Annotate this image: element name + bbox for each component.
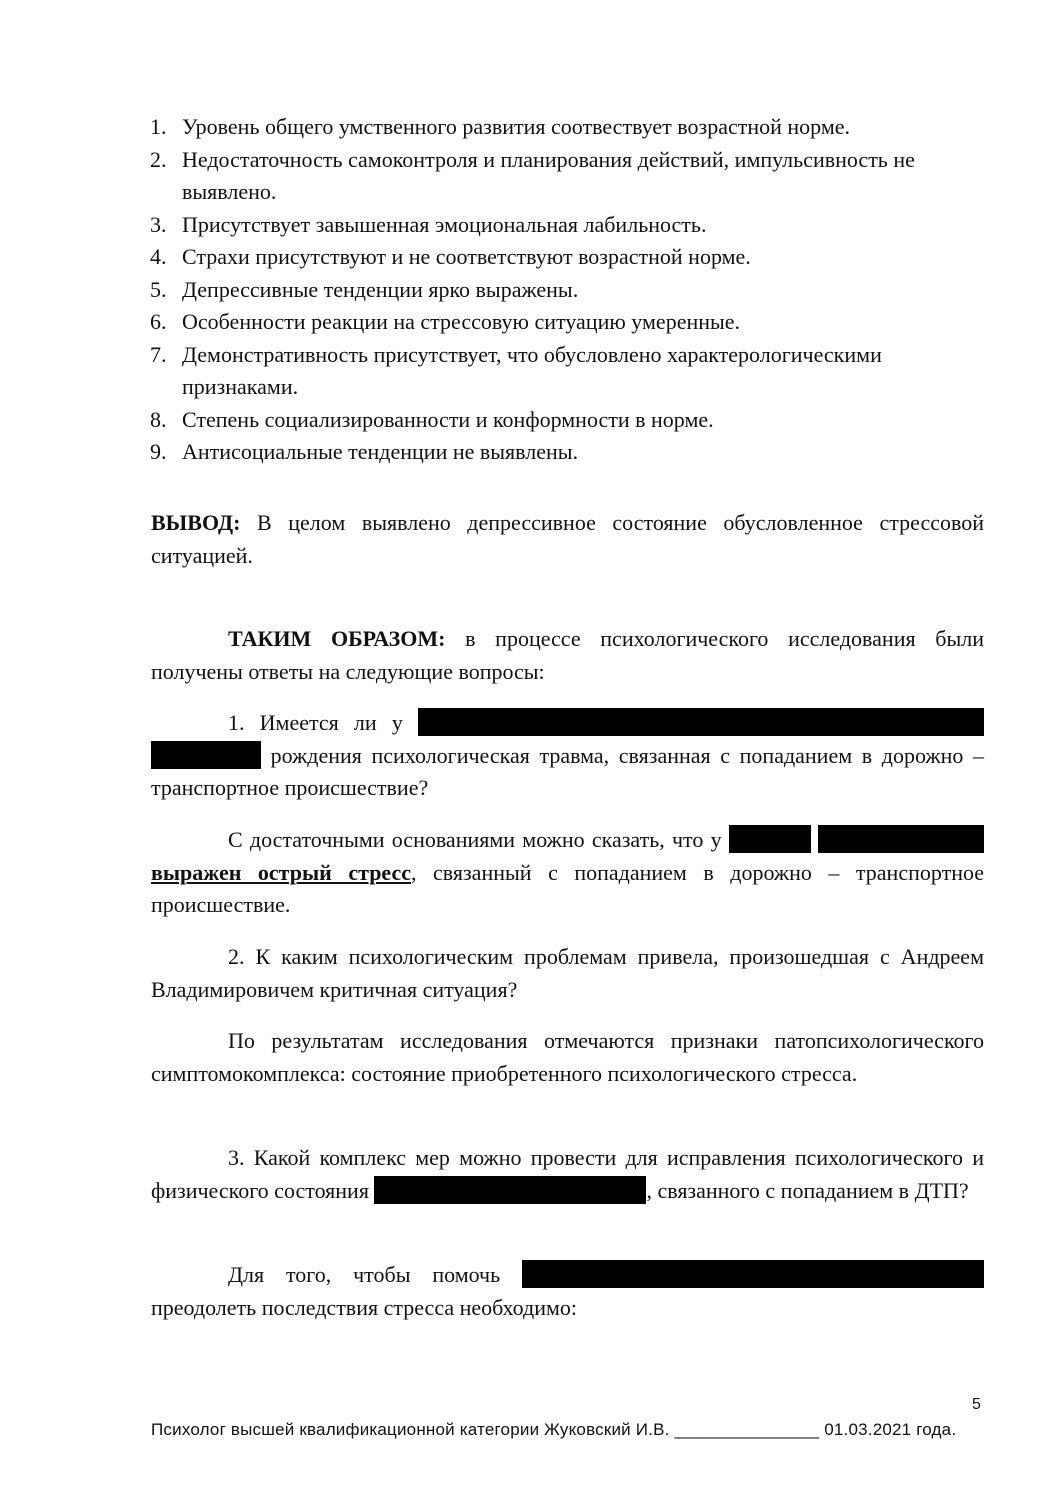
list-item-number: 1. [150, 114, 167, 139]
answer-2-text: По результатам исследования отмечаются признаки патопсихологического симптомокомплекса: состояние приобретенного психологического стресса. [151, 1028, 984, 1086]
list-item-number: 4. [150, 244, 167, 269]
question-3-start: 3. Какой комплекс мер можно провести для исправления психологического и физического состояния [151, 1145, 984, 1203]
question-1-start: 1. Имеется ли у [228, 710, 418, 735]
list-item-number: 6. [150, 309, 167, 334]
summary-text: в процессе психологического исследования были получены ответы на следующие вопросы: [151, 626, 984, 684]
list-item-text: Степень социализированности и конформности в норме. [182, 406, 714, 432]
list-item-number: 9. [150, 439, 167, 464]
question-2 [151, 941, 984, 1006]
question-1-end: рождения психологическая травма, связанная с попаданием в дорожно – транспортное происшествие? [151, 742, 984, 800]
list-item-text: Антисоциальные тенденции не выявлены. [182, 439, 579, 464]
list-item [150, 339, 990, 404]
answer-2 [151, 1025, 984, 1090]
list-item [150, 111, 990, 144]
redaction-bar [151, 741, 261, 769]
conclusion-label: ВЫВОД: [151, 510, 241, 535]
list-item-number: 7. [150, 341, 167, 367]
answer-3-start: Для того, чтобы помочь [228, 1262, 522, 1287]
footer-signature: Психолог высшей квалификационной категории Жуковский И.В. _______________ 01.03.2021 года. [151, 1420, 957, 1439]
conclusion-paragraph [151, 507, 984, 572]
list-item [150, 144, 990, 209]
answer-3-end: преодолеть последствия стресса необходимо: [151, 1294, 578, 1320]
list-item [150, 436, 990, 469]
list-item-number: 8. [150, 406, 167, 432]
question-2-text: 2. К каким психологическим проблемам привела, произошедшая с Андреем Владимировичем критичная ситуация? [151, 944, 984, 1002]
list-item [150, 241, 990, 274]
list-item [150, 209, 990, 242]
answer-1-emphasis: выражен острый стресс [151, 859, 411, 885]
summary-paragraph [151, 623, 984, 688]
list-item-text: Уровень общего умственного развития соотвествует возрастной норме. [182, 114, 851, 139]
list-item-number: 5. [150, 276, 167, 302]
list-item [150, 306, 990, 339]
question-1 [151, 707, 984, 805]
answer-1-end: , связанный с попаданием в дорожно – транспортное происшествие. [151, 859, 984, 917]
answer-1-start: С достаточными основаниями можно сказать, что у [228, 827, 729, 852]
redaction-bar [729, 825, 811, 853]
redaction-bar [418, 708, 984, 736]
page-number: 5 [972, 1396, 981, 1413]
list-item-text: Демонстративность присутствует, что обусловлено характерологическими признаками. [182, 341, 882, 399]
list-item [150, 404, 990, 437]
list-item-number: 2. [150, 146, 167, 172]
list-item-text: Страхи присутствуют и не соответствуют возрастной норме. [182, 244, 751, 269]
findings-list [150, 111, 990, 469]
list-item-number: 3. [150, 211, 167, 237]
redaction-bar [818, 825, 984, 853]
answer-3 [151, 1259, 984, 1324]
answer-1 [151, 824, 984, 922]
question-3-end: , связанного с попаданием в ДТП? [646, 1177, 969, 1203]
list-item-text: Недостаточность самоконтроля и планирования действий, импульсивность не выявлено. [182, 146, 915, 204]
question-3 [151, 1142, 984, 1207]
redaction-bar [374, 1176, 646, 1204]
list-item-text: Особенности реакции на стрессовую ситуацию умеренные. [182, 309, 741, 334]
list-item [150, 274, 990, 307]
list-item-text: Присутствует завышенная эмоциональная лабильность. [182, 211, 707, 237]
conclusion-text: В целом выявлено депрессивное состояние обусловленное стрессовой ситуацией. [151, 510, 984, 568]
redaction-bar [522, 1260, 984, 1288]
list-item-text: Депрессивные тенденции ярко выражены. [182, 276, 579, 302]
summary-label: ТАКИМ ОБРАЗОМ: [228, 626, 446, 651]
